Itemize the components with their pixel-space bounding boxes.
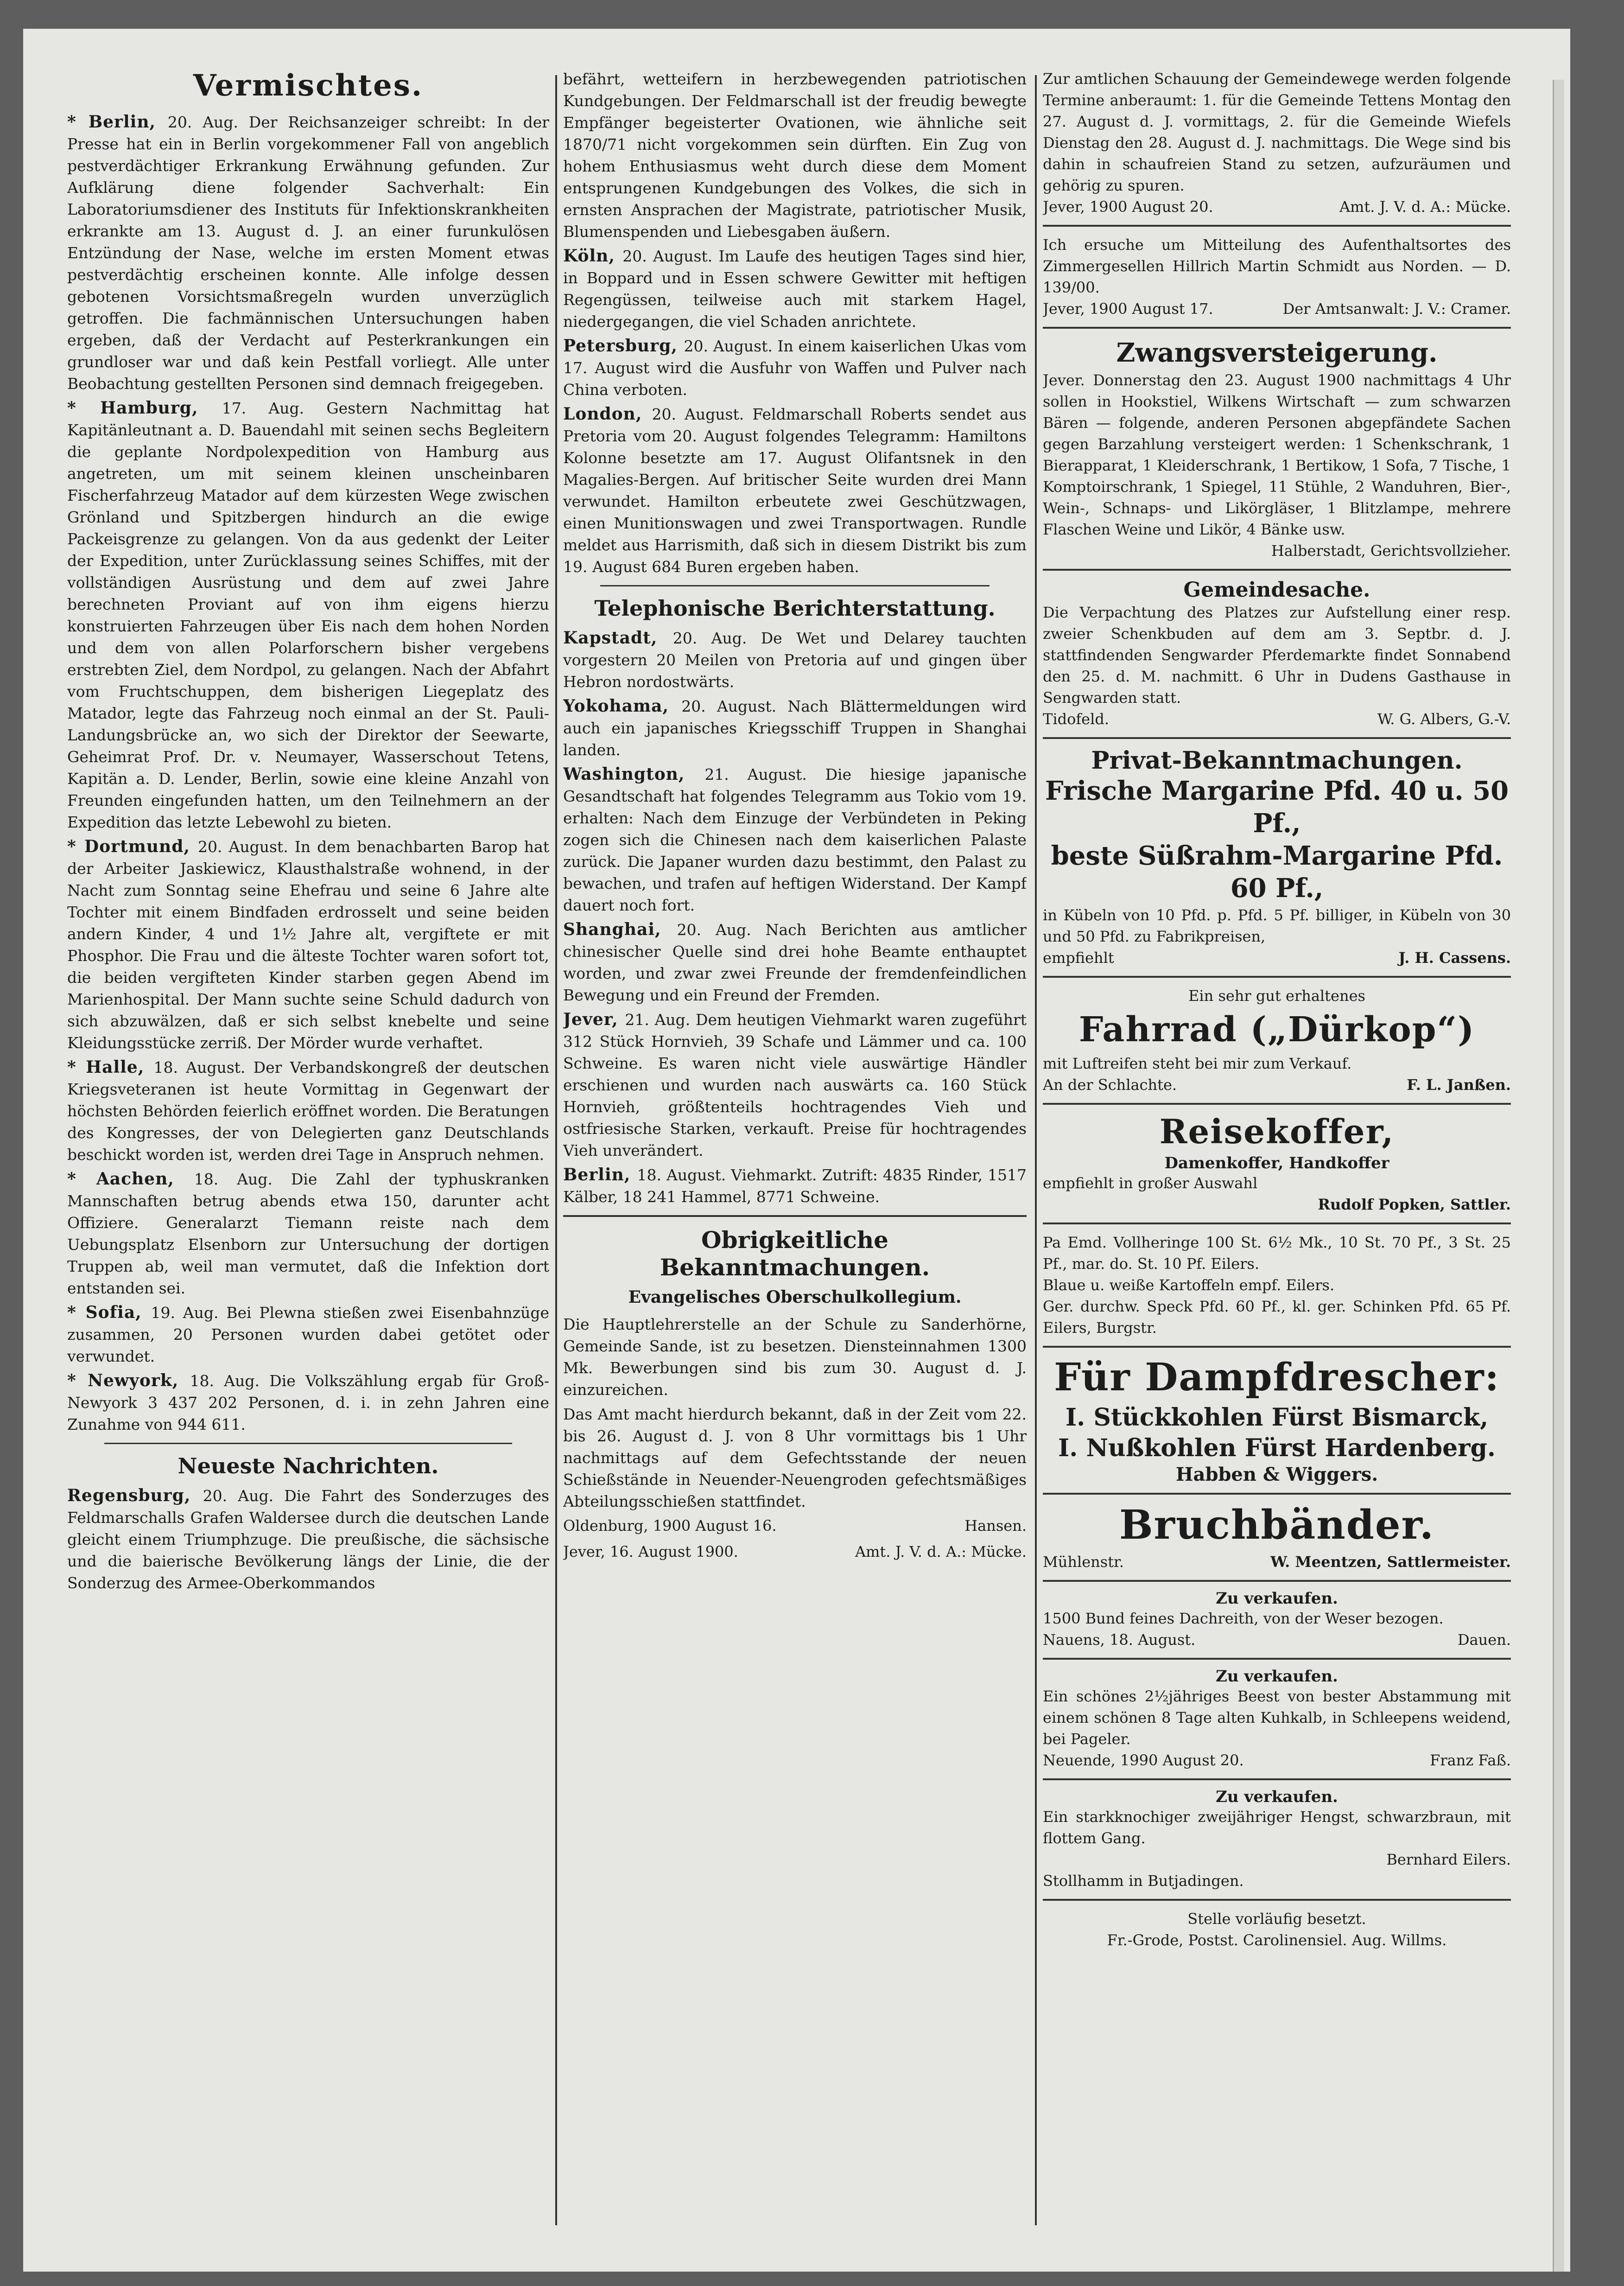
ad-text: Stollhamm in Butjadingen. (1043, 1872, 1244, 1890)
divider (563, 1215, 1027, 1217)
divider (1043, 569, 1511, 571)
ad-text: Jever. Donnerstag den 23. August 1900 nachmittags 4 Uhr sollen in Hookstiel, Wilkens Wirtschaft — zum schwarzen Bären — folgende, anderen Personen abgepfändete Sachen gegen Barzahlung versteigert werden: 1 Schenkschrank, 1 Bierapparat, 1 Kleiderschrank, 1 Bertikow, 1 Sofa, 7 Tische, 1 Komptoirschrank, 1 Spiegel, 11 Stühle, 2 Wanduhren, Bier-, Wein-, Schnaps- und Likörgläser, 1 Blitzlampe, mehrere Flaschen Weine und Likör, 4 Bänke usw. (1043, 371, 1511, 538)
item-place: London, (563, 404, 652, 424)
item-text: 19. Aug. Bei Plewna stießen zwei Eisenbahnzüge zusammen, 20 Personen wurden dabei getötet oder verwundet. (67, 1304, 549, 1365)
ad-heading: Bruchbänder. (1119, 1502, 1434, 1548)
signature-line: Mühlenstr. W. Meentzen, Sattlermeister. (1043, 1553, 1511, 1571)
item-place: Petersburg, (563, 336, 684, 356)
ad-text: Ein schönes 2½jähriges Beest von bester Abstammung mit einem schönen 8 Tage alten Kuhkalb, in Schleepens weidend, bei Pageler. (1043, 1687, 1511, 1748)
ad-text: Ger. durchw. Speck Pfd. 60 Pf., kl. ger. Schinken Pfd. 65 Pf. Eilers, Burgstr. (1043, 1298, 1511, 1337)
item-text: 21. Aug. Dem heutigen Viehmarkt waren zugeführt 312 Stück Hornvieh, 39 Schafe und Lämmer und ca. 100 Schweine. Es waren nicht viele auswärtige Händler erschienen und wurden nach auswärts ca. 160 Stück Hornvieh, größtenteils hochtragendes Vieh und ostfriesische Starken, verkauft. Preise für hochtragendes Vieh unverändert. (563, 1011, 1027, 1159)
divider (1043, 1103, 1511, 1105)
news-item (563, 335, 1027, 401)
column-rule (555, 75, 557, 2225)
item-text: Die Hauptlehrerstelle an der Schule zu Sanderhörne, Gemeinde Sande, ist zu besetzen. Diensteinnahmen 1300 Mk. Bewerbungen sind bis zum 30. August d. J. einzureichen. (563, 1315, 1027, 1399)
news-item (67, 1057, 549, 1165)
news-list (67, 1485, 549, 1594)
ad-line: Ein sehr gut erhaltenes (1188, 987, 1365, 1005)
news-item (563, 1313, 1027, 1401)
item-text: 17. Aug. Gestern Nachmittag hat Kapitänleutnant a. D. Bauendahl mit seinen sechs Begleitern die geplante Nordpolexpedition von Hamburg aus angetreten, um mit seinem kleinen unscheinbaren Fischerfahrzeug Matador auf dem kürzesten Wege zwischen Grönland und Spitzbergen hindurch an die ewige Packeisgrenze zu gelangen. Von da aus gedenkt der Leiter der Expedition, unter Zurücklassung seines Schiffes, mit der vollständigen Ausrüstung und dem auf zwei Jahre berechneten Proviant auf von ihm eigens hierzu konstruierten Fahrzeugen über Eis nach dem hohen Norden und dem von allen Polarforschern bisher vergebens erstrebten Ziel, dem Nordpol, zu gelangen. Nach der Abfahrt vom Fruchtschuppen, dem bisherigen Liegeplatz des Matador, legte das Fahrzeug noch einmal an der St. Pauli-Landungsbrücke an, wo sich der Direktor der Seewarte, Geheimrat Prof. Dr. v. Neumayer, Wasserschout Tetens, Kapitän a. D. Lender, Berlin, sowie eine kleine Anzahl von Freunden eingefunden hatten, um den Teilnehmern an der Expedition das letzte Lebewohl zu bieten. (67, 399, 549, 831)
ad-heading: Reisekoffer, (1159, 1112, 1395, 1151)
column-rule (1035, 75, 1037, 2225)
item-place: * Dortmund, (67, 837, 198, 856)
ad-text: 1500 Bund feines Dachreith, von der Weser bezogen. (1043, 1610, 1444, 1627)
divider (1043, 327, 1511, 329)
news-item (563, 68, 1027, 242)
news-item (67, 1168, 549, 1299)
signature-line: Oldenburg, 1900 August 16. Hansen. (563, 1517, 1027, 1535)
page-edge (1553, 80, 1564, 2272)
item-text: 20. Aug. De Wet und Delarey tauchten vorgestern 20 Meilen von Pretoria auf und gingen über Hebron nordostwärts. (563, 629, 1027, 691)
ad-line: Frische Margarine Pfd. 40 u. 50 Pf., (1045, 776, 1509, 839)
ad-line: Habben & Wiggers. (1175, 1464, 1378, 1485)
news-item (563, 695, 1027, 761)
item-place: * Hamburg, (67, 398, 222, 418)
ad-text: Pa Emd. Vollheringe 100 St. 6½ Mk., 10 St. 70 Pf., 3 St. 25 Pf., mar. do. St. 10 Pf. Eilers. (1043, 1234, 1511, 1273)
ad-heading: Zu verkaufen. (1216, 1667, 1338, 1686)
item-place: Shanghai, (563, 920, 677, 939)
signature-line: Nauens, 18. August. Dauen. (1043, 1631, 1511, 1649)
divider (1043, 1346, 1511, 1348)
sub-heading: Evangelisches Oberschulkollegium. (628, 1287, 962, 1307)
news-item (67, 1370, 549, 1435)
divider (1043, 1899, 1511, 1901)
ad-line: Damenkoffer, Handkoffer (1164, 1154, 1389, 1172)
divider (1043, 1493, 1511, 1495)
news-item (563, 403, 1027, 578)
item-text: 20. August. In einem kaiserlichen Ukas vom 17. August wird die Ausfuhr von Waffen und Pulver nach China verboten. (563, 337, 1027, 399)
news-item (67, 397, 549, 833)
divider (104, 1443, 512, 1444)
item-text: 18. August. Der Verbandskongreß der deutschen Kriegsveteranen ist heute Vormittag in Gegenwart der höchsten Behörden feierlich eröffnet worden. Die Beratungen des Kongresses, der von Delegierten ganz Deutschlands beschickt worden ist, werden drei Tage in Anspruch nehmen. (67, 1058, 549, 1164)
news-item (67, 1302, 549, 1367)
divider (1043, 737, 1511, 739)
signature-line: Rudolf Popken, Sattler. (1318, 1196, 1511, 1213)
ad-text: Die Verpachtung des Platzes zur Aufstellung einer resp. zweier Schenkbuden auf dem am 3. Septbr. d. J. stattfindenden Sengwarder Pferdemarkte findet Sonnabend den 25. d. M. nachmitt. 6 Uhr in Dudens Gasthause in Sengwarden statt. (1043, 604, 1511, 707)
item-place: Regensburg, (67, 1486, 203, 1505)
section-heading-neueste: Neueste Nachrichten. (178, 1453, 439, 1478)
signature-line: An der Schlachte. F. L. Janßen. (1043, 1076, 1511, 1094)
item-place: * Sofia, (67, 1303, 151, 1322)
item-text: 20. August. Feldmarschall Roberts sendet aus Pretoria vom 20. August folgendes Telegramm: Hamiltons Kolonne besetzte am 17. August Olifantsnek in den Magalies-Bergen. Auf britischer Seite wurden drei Mann verwundet. Hamilton erbeutete zwei Geschützwagen, einen Munitionswagen und zwei Transportwagen. Rundle meldet aus Harrismith, daß sich in diesem Distrikt bis zum 19. August 684 Buren ergeben haben. (563, 405, 1027, 576)
item-text: 18. Aug. Die Zahl der typhuskranken Mannschaften betrug abends etwa 150, darunter acht Offiziere. Generalarzt Tiemann reiste nach dem Uebungsplatz Elsenborn zur Untersuchung der dortigen Truppen ab, weil man vermutet, daß die Infektion dort entstanden sei. (67, 1170, 549, 1297)
ad-text: Stelle vorläufig besetzt. (1187, 1910, 1366, 1928)
divider (600, 585, 990, 586)
item-place: Washington, (563, 764, 705, 784)
ad-text: in Kübeln von 10 Pfd. p. Pfd. 5 Pf. billiger, in Kübeln von 30 und 50 Pfd. zu Fabrikpreisen, (1043, 906, 1511, 945)
ad-line: I. Nußkohlen Fürst Hardenberg. (1058, 1434, 1496, 1462)
ad-text: mit Luftreifen steht bei mir zum Verkauf. (1043, 1055, 1352, 1072)
divider (1043, 1778, 1511, 1780)
ad-heading: Zwangsversteigerung. (1116, 337, 1438, 368)
ad-heading: Fahrrad („Dürkop“) (1078, 1010, 1475, 1050)
item-text: 18. August. Viehmarkt. Zutrift: 4835 Rinder, 1517 Kälber, 18 241 Hammel, 8771 Schweine. (563, 1166, 1027, 1206)
notice-text: Ich ersuche um Mitteilung des Aufenthaltsortes des Zimmergesellen Hillrich Martin Schmidt aus Norden. — D. 139/00. (1043, 236, 1511, 296)
item-text: 20. August. In dem benachbarten Barop hat der Arbeiter Jaskiewicz, Klausthalstraße wohnend, in der Nacht zum Sonntag seine Ehefrau und seine 6 Jahre alte Tochter mit einem Bindfaden erdrosselt und seine beiden andern Kinder, 4 und 1½ Jahre alt, vergiftete er mit Phosphor. Die Frau und die älteste Tochter waren sofort tot, die beiden vergifteten Kinder starben gegen Abend im Marienhospital. Der Mann suchte seine Schuld dadurch von sich abzuwälzen, daß er sich selbst knebelte und seine Kleidungsstücke zerriß. Der Mörder wurde verhaftet. (67, 838, 549, 1052)
item-place: * Berlin, (67, 112, 168, 132)
news-item (563, 919, 1027, 1006)
news-list (563, 627, 1027, 1208)
item-text: 20. Aug. Die Fahrt des Sonderzuges des Feldmarschalls Grafen Waldersee durch die deutschen Lande gleicht einem Triumphzuge. Die preußische, die sächsische und die baierische Bevölkerung längs der Linie, die der Sonderzug des Armee-Oberkommandos (67, 1487, 549, 1592)
divider (1043, 1658, 1511, 1660)
item-text: 18. Aug. Die Volkszählung ergab für Groß-Newyork 3 437 202 Personen, d. i. in zehn Jahren eine Zunahme von 944 611. (67, 1372, 549, 1433)
signature-line: Tidofeld. W. G. Albers, G.-V. (1043, 710, 1511, 728)
ad-text: Ein starkknochiger zweijähriger Hengst, schwarzbraun, mit flottem Gang. (1043, 1808, 1511, 1847)
item-place: * Newyork, (67, 1371, 190, 1390)
divider (1043, 1580, 1511, 1582)
item-place: Köln, (563, 246, 623, 266)
ad-heading: Für Dampfdrescher: (1054, 1355, 1500, 1400)
section-heading-obrigkeitlich: Obrigkeitliche Bekanntmachungen. (660, 1226, 930, 1281)
item-text: 21. August. Die hiesige japanische Gesandtschaft hat folgendes Telegramm aus Tokio vom 19. erhalten: Nach dem Einzuge der Verbündeten in Peking zogen sich die Chinesen nach dem kaiserlichen Palaste zurück. Die Japaner wurden dazu bestimmt, den Palast zu bewachen, und trafen auf heftigen Widerstand. Der Kampf dauert noch fort. (563, 765, 1027, 914)
signature-line: Neuende, 1990 August 20. Franz Faß. (1043, 1751, 1511, 1769)
ad-heading: Zu verkaufen. (1216, 1589, 1338, 1608)
news-item (563, 764, 1027, 916)
item-text: 20. Aug. Der Reichsanzeiger schreibt: In der Presse hat ein in Berlin vorgekommener Fall von angeblich pestverdächtiger Erkrankung Erwähnung gefunden. Zur Aufklärung diene folgender Sachverhalt: Ein Laboratoriumsdiener des Instituts für Infektionskrankheiten erkrankte am 13. August d. J. an einer furunkulösen Entzündung der Nase, welche im ersten Moment etwas pestverdächtig erscheinen konnte. Alle infolge dessen gebotenen Vorsichtsmaßregeln wurden unverzüglich getroffen. Die fachmännischen Untersuchungen haben ergeben, daß der Verdacht auf Pesterkrankungen ein grundloser war und daß kein Pestfall vorliegt. Alle unter Beobachtung gestellten Personen sind demnach freigegeben. (67, 113, 549, 393)
news-item (67, 1485, 549, 1594)
ad-heading: Gemeindesache. (1183, 578, 1370, 602)
signature-line: Halberstadt, Gerichtsvollzieher. (1271, 542, 1511, 560)
signature-line: Bernhard Eilers. (1386, 1851, 1511, 1868)
divider (1043, 976, 1511, 978)
section-heading-vermischtes: Vermischtes. (193, 68, 424, 103)
column-3 (1043, 68, 1511, 2230)
item-text: 20. August. Nach Blättermeldungen wird auch ein japanisches Kriegsschiff Truppen in Shanghai landen. (563, 697, 1027, 759)
news-item (563, 1164, 1027, 1208)
item-place: Kapstadt, (563, 628, 673, 648)
item-place: Yokohama, (563, 696, 682, 716)
notice-list (563, 1313, 1027, 1512)
column-2 (563, 68, 1027, 2230)
news-item (563, 1403, 1027, 1512)
signature-line: Jever, 1900 August 17. Der Amtsanwalt: J. V.: Cramer. (1043, 300, 1511, 318)
section-heading-telephonisch: Telephonische Berichterstattung. (594, 596, 996, 621)
item-text: 20. August. Im Laufe des heutigen Tages sind hier, in Boppard und in Essen schwere Gewitter mit heftigen Regengüssen, teilweise auch mit starkem Hagel, niedergegangen, die viel Schaden anrichtete. (563, 247, 1027, 331)
ad-text: empfiehlt in großer Auswahl (1043, 1174, 1258, 1192)
ad-line: I. Stückkohlen Fürst Bismarck, (1065, 1403, 1489, 1432)
news-item (563, 1009, 1027, 1161)
divider (1043, 225, 1511, 227)
divider (1043, 1223, 1511, 1224)
column-1 (67, 68, 549, 2230)
newspaper-page (23, 29, 1570, 2272)
item-place: Jever, (563, 1010, 625, 1029)
item-place: Berlin, (563, 1165, 637, 1184)
item-text: 20. Aug. Nach Berichten aus amtlicher chinesischer Quelle sind drei hohe Beamte enthauptet worden, und zwar zwei Freunde der fremdenfeindlichen Bewegung und ein Freund der Fremden. (563, 921, 1027, 1004)
signature-line: Jever, 16. August 1900. Amt. J. V. d. A.: Mücke. (563, 1543, 1027, 1560)
news-item (563, 627, 1027, 693)
item-place: * Halle, (67, 1057, 154, 1077)
news-item (67, 836, 549, 1054)
item-text: Das Amt macht hierdurch bekannt, daß in der Zeit vom 22. bis 26. August d. J. von 8 Uhr vormittags bis 1 Uhr nachmittags auf dem Gefechtsstande der neuen Schießstände in Neuender-Neuengroden gefechtsmäßiges Abteilungsschießen stattfindet. (563, 1405, 1027, 1510)
news-list (563, 68, 1027, 578)
signature-line: empfiehlt J. H. Cassens. (1043, 949, 1511, 967)
news-item (563, 245, 1027, 332)
ad-heading: Zu verkaufen. (1216, 1788, 1338, 1806)
ad-text: Blaue u. weiße Kartoffeln empf. Eilers. (1043, 1276, 1335, 1294)
news-item (67, 111, 549, 395)
news-list (67, 111, 549, 1435)
notice-text: Zur amtlichen Schauung der Gemeindewege werden folgende Termine anberaumt: 1. für die Gemeinde Tettens Montag den 27. August d. J. vormittags, 2. für die Gemeinde Wiefels Dienstag den 28. August d. J. nachmittags. Die Wege sind bis dahin in schaufreien Stand zu setzen, aufzuräumen und gehörig zu spuren. (1043, 70, 1511, 194)
item-text: befährt, wetteifern in herzbewegenden patriotischen Kundgebungen. Der Feldmarschall ist der freudig bewegte Empfänger begeisterter Ovationen, wie ähnliche seit 1870/71 nicht vorgekommen sein dürften. Ein Zug von hohem Enthusiasmus weht durch diese dem Moment entsprungenen Kundgebungen des Volkes, die sich in ernsten Ansprachen der Magistrate, patriotischer Musik, Blumenspenden und Liebesgaben äußern. (563, 70, 1027, 241)
ad-heading: Privat-Bekanntmachungen. (1091, 746, 1463, 775)
ad-line: beste Süßrahm-Margarine Pfd. 60 Pf., (1051, 841, 1503, 904)
ad-text: Fr.-Grode, Postst. Carolinensiel. Aug. Willms. (1107, 1931, 1447, 1949)
item-place: * Aachen, (67, 1169, 194, 1189)
signature-line: Jever, 1900 August 20. Amt. J. V. d. A.: Mücke. (1043, 198, 1511, 216)
